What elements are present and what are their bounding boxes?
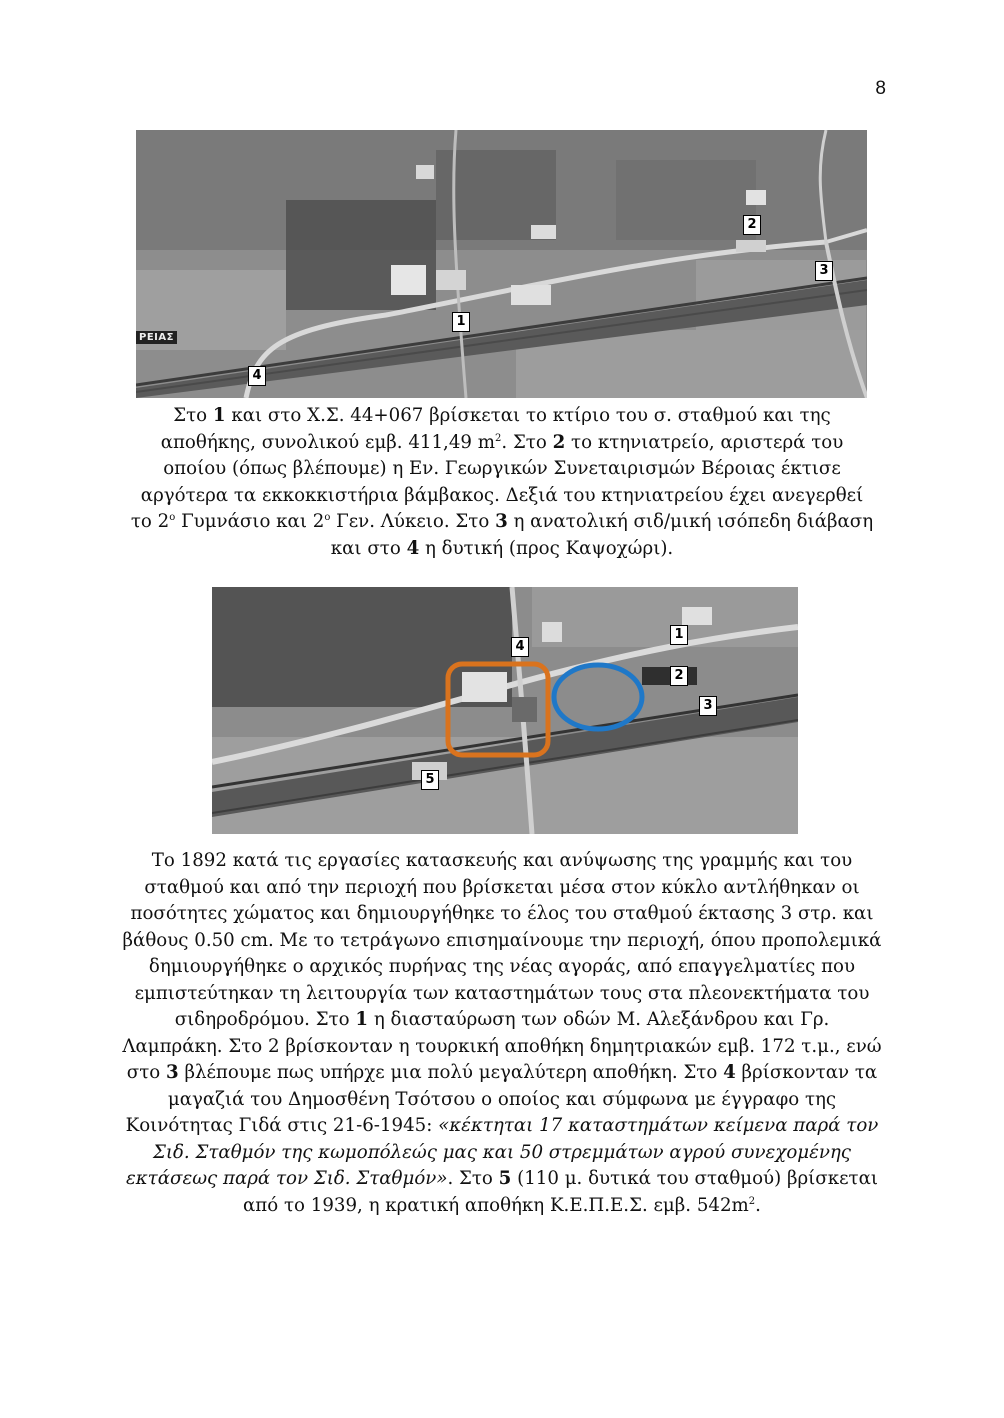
marker-4: 4: [511, 637, 529, 657]
aerial-photo-top-image: [136, 130, 867, 398]
marker-2: 2: [670, 666, 688, 686]
marker-4: 4: [248, 366, 266, 386]
aerial-photo-top: [136, 130, 867, 398]
page-number: 8: [875, 78, 886, 99]
aerial-photo-bottom: [212, 587, 798, 834]
place-name-label: ΡΕΙΑΣ: [136, 331, 177, 344]
marker-5: 5: [421, 770, 439, 790]
caption-photo-bottom: Το 1892 κατά τις εργασίες κατασκευής και ανύψωσης της γραμμής και του σταθμού και από την περιοχή που βρίσκεται μέσα στον κύκλο αντλήθηκαν οι ποσότητες χώματος και δημιουργήθηκε το έλος του σταθμού έκτασης 3 στρ. και βάθους 0.50 cm. Με το τετράγωνο επισημαίνουμε την περιοχή, όπου προπολεμικά δημιουργήθηκε ο αρχικός πυρήνας της νέας αγοράς, από επαγγελματίες που εμπιστεύτηκαν τη λειτουργία των καταστημάτων τους στα πλεονεκτήματα του σιδηροδρόμου. Στο 1 η διασταύρωση των οδών Μ. Αλεξάνδρου και Γρ. Λαμπράκη. Στο 2 βρίσκονταν η τουρκική αποθήκη δημητριακών εμβ. 172 τ.μ., ενώ στο 3 βλέπουμε πως υπήρχε μια πολύ μεγαλύτερη αποθήκη. Στο 4 βρίσκονταν τα μαγαζιά του Δημοσθένη Τσότσου ο οποίος και σύμφωνα με έγγραφο της Κοινότητας Γιδά στις 21-6-1945: «κέκτηται 17 καταστημάτων κείμενα παρά τον Σιδ. Σταθμόν της κωμοπόλεώς μας και 50 στρεμμάτων αγρού συνεχομένης εκτάσεως παρά τον Σιδ. Σταθμόν». Στο 5 (110 μ. δυτικά του σταθμού) βρίσκεται από το 1939, η κρατική αποθήκη Κ.Ε.Π.Ε.Σ. εμβ. $542m^2$.: [122, 850, 882, 1216]
marker-3: 3: [815, 261, 833, 281]
marker-1: 1: [670, 625, 688, 645]
marker-3: 3: [699, 696, 717, 716]
marker-1: 1: [452, 312, 470, 332]
caption-photo-top: Στο 1 και στο Χ.Σ. 44+067 βρίσκεται το κτίριο του σ. σταθμού και της αποθήκης, συνολικού εμβ. 411,49 $m^2$. Στο 2 το κτηνιατρείο, αριστερά του οποίου (όπως βλέπουμε) η Εν. Γεωργικών Συνεταιρισμών Βέροιας έκτισε αργότερα τα εκκοκκιστήρια βάμβακος. Δεξιά του κτηνιατρείου έχει ανεγερθεί το $2^o$ Γυμνάσιο και $2^o$ Γεν. Λύκειο. Στο 3 η ανατολική σιδ/μική ισόπεδη διάβαση και στο 4 η δυτική (προς Καψοχώρι).: [130, 405, 874, 559]
marker-2: 2: [743, 215, 761, 235]
